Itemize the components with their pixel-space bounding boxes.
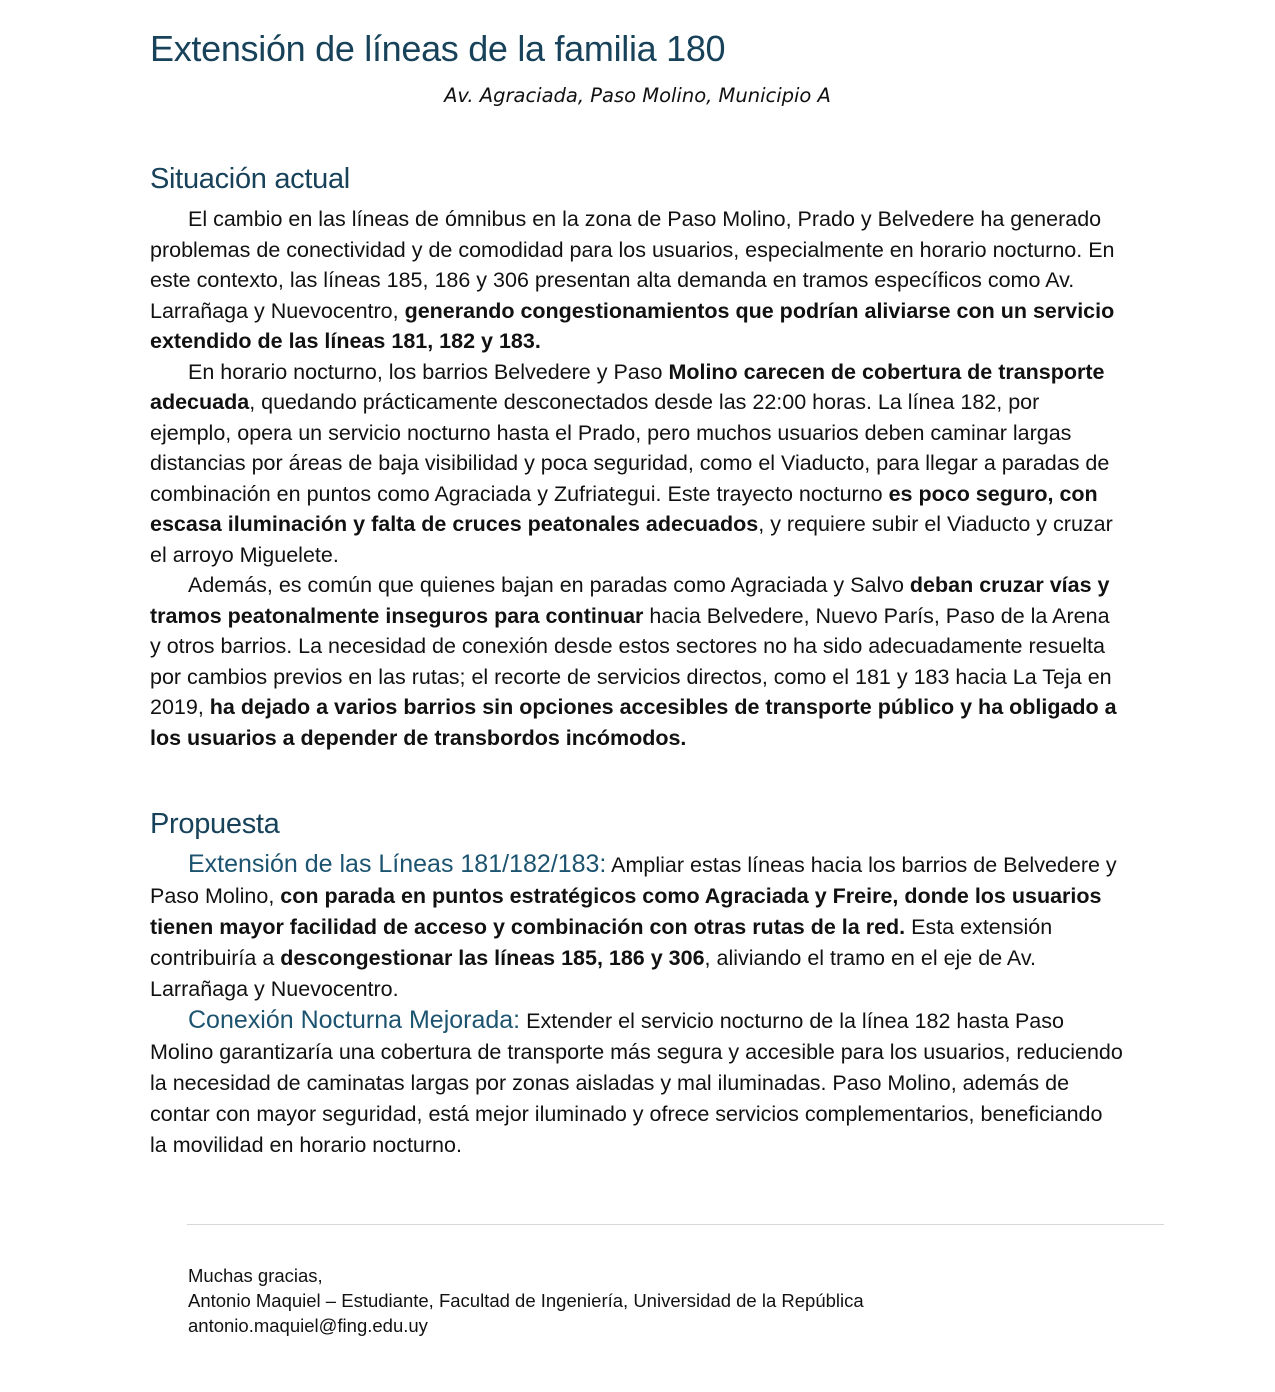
text-run: Ampliar estas líneas hacia los barrios de Belvedere y Paso Molino, <box>150 853 1117 908</box>
text-run: , quedando prácticamente desconectados desde las 22:00 horas. La línea 182, por ejemplo, opera un servicio nocturno hasta el Prado, pero muchos usuarios deben caminar largas distancias por áreas de baja visibilidad y poca seguridad, como el Viaducto, para llegar a paradas de combinación en puntos como Agraciada y Zufriategui. Este trayecto nocturno <box>150 390 1110 506</box>
text-run: Esta extensión contribuiría a <box>150 915 1053 970</box>
bold-run: generando congestionamientos que podrían aliviarse con un servicio extendido de las líneas 181, 182 y 183. <box>150 298 1115 353</box>
paragraph-propuesta-1 <box>150 849 1125 1005</box>
bold-run: Molino carecen de cobertura de transporte adecuada <box>150 359 1105 414</box>
paragraph-situacion-2 <box>150 357 1125 571</box>
email-line: antonio.maquiel@fing.edu.uy <box>188 1315 428 1336</box>
bold-run: descongestionar las líneas 185, 186 y 306 <box>280 946 705 970</box>
signature-block <box>188 1263 1088 1338</box>
text-run: Extender el servicio nocturno de la línea 182 hasta Paso Molino garantizaría una cobertura de transporte más segura y accesible para los usuarios, reduciendo la necesidad de caminatas largas por zonas aisladas y mal iluminadas. Paso Molino, además de contar con mayor seguridad, está mejor iluminado y ofrece servicios complementarios, beneficiando la movilidad en horario nocturno. <box>150 1009 1123 1157</box>
text-run: hacia Belvedere, Nuevo París, Paso de la Arena y otros barrios. La necesidad de conexión desde estos sectores no ha sido adecuadamente resuelta por cambios previos en las rutas; el recorte de servicios directos, como el 181 y 183 hacia La Teja en 2019, <box>150 603 1112 719</box>
bold-run: con parada en puntos estratégicos como Agraciada y Freire, donde los usuarios tienen mayor facilidad de acceso y combinación con otras rutas de la red. <box>150 884 1102 939</box>
document-subtitle: Av. Agraciada, Paso Molino, Municipio A <box>444 84 831 107</box>
section-heading-situacion: Situación actual <box>150 163 350 195</box>
text-run: , y requiere subir el Viaducto y cruzar el arroyo Miguelete. <box>150 512 1113 567</box>
paragraph-propuesta-2 <box>150 1005 1125 1161</box>
section-situacion-actual <box>150 160 1125 753</box>
text-run: Además, es común que quienes bajan en paradas como Agraciada y Salvo <box>188 573 910 597</box>
section-heading-propuesta: Propuesta <box>150 808 280 840</box>
closing-line: Muchas gracias, <box>188 1265 323 1286</box>
document-title: Extensión de líneas de la familia 180 <box>150 28 726 69</box>
paragraph-situacion-1 <box>150 204 1125 357</box>
bold-run: ha dejado a varios barrios sin opciones accesibles de transporte público y ha obligado a los usuarios a depender de transbordos incómodos. <box>150 695 1117 750</box>
text-run: , aliviando el tramo en el eje de Av. Larrañaga y Nuevocentro. <box>150 946 1037 1001</box>
text-run: En horario nocturno, los barrios Belvedere y Paso <box>188 359 669 384</box>
text-run: El cambio en las líneas de ómnibus en la zona de Paso Molino, Prado y Belvedere ha generado problemas de conectividad y de comodidad para los usuarios, especialmente en horario nocturno. En este contexto, las líneas 185, 186 y 306 presentan alta demanda en tramos específicos como Av. Larrañaga y Nuevocentro, <box>150 207 1115 323</box>
bold-run: deban cruzar vías y tramos peatonalmente inseguros para continuar <box>150 573 1110 628</box>
section-propuesta <box>150 805 1125 1161</box>
author-line: Antonio Maquiel – Estudiante, Facultad de Ingeniería, Universidad de la República <box>188 1290 864 1311</box>
document-page <box>150 26 1125 1161</box>
inline-heading-conexion-nocturna: Conexión Nocturna Mejorada: <box>188 1006 521 1034</box>
bold-run: es poco seguro, con escasa iluminación y falta de cruces peatonales adecuados <box>150 481 1098 536</box>
paragraph-situacion-3 <box>150 570 1125 753</box>
footer-divider <box>187 1224 1164 1225</box>
inline-heading-extension: Extensión de las Líneas 181/182/183: <box>188 850 607 878</box>
